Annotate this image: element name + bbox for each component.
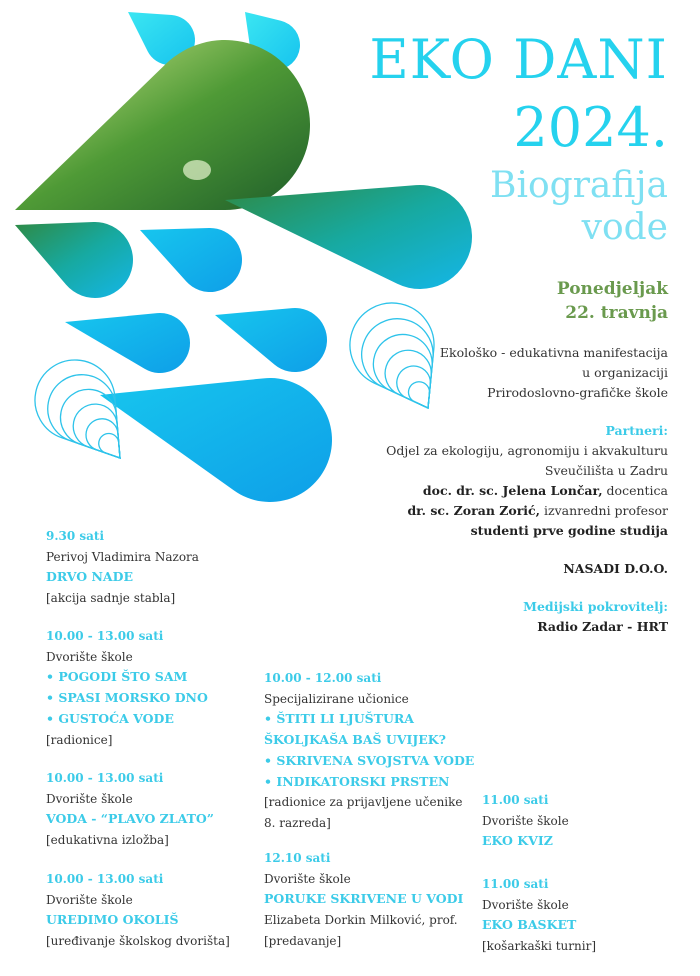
- event-item: [46, 768, 214, 851]
- event-place: Dvorište škole: [482, 897, 569, 912]
- person-name: dr. sc. Zoran Zorić,: [407, 503, 541, 518]
- event-note: [uređivanje školskog dvorišta]: [46, 934, 230, 949]
- event-note: [predavanje]: [264, 933, 342, 948]
- event-title: PORUKE SKRIVENE U VODI: [264, 891, 464, 907]
- event-item: [482, 874, 596, 957]
- event-title: VODA - “PLAVO ZLATO”: [46, 811, 214, 827]
- partner-person: [386, 501, 668, 521]
- partner-line: Sveučilišta u Zadru: [544, 463, 668, 478]
- person-name: doc. dr. sc. Jelena Lončar,: [422, 483, 603, 498]
- organizer-line: u organizaciji: [582, 365, 668, 380]
- organizer-line: Prirodoslovno-grafičke škole: [487, 385, 668, 400]
- event-title: • INDIKATORSKI PRSTEN: [264, 773, 450, 789]
- partner-company: NASADI D.O.O.: [563, 561, 668, 576]
- event-time: 10.00 - 12.00 sati: [264, 671, 382, 685]
- partners-label: Partneri:: [605, 423, 668, 438]
- water-drop-shape: [100, 378, 332, 502]
- event-item: [264, 668, 474, 834]
- event-title: • ŠTITI LI LJUŠTURA: [264, 711, 414, 727]
- person-role: docentica: [602, 483, 668, 498]
- event-speaker: Elizabeta Dorkin Milković, prof.: [264, 913, 458, 928]
- event-time: 12.10 sati: [264, 851, 331, 865]
- event-title: EKO BASKET: [482, 917, 577, 933]
- event-time: 10.00 - 13.00 sati: [46, 771, 164, 785]
- partner-line: Odjel za ekologiju, agronomiju i akvakulturu: [386, 443, 668, 458]
- poster-title: EKO DANI: [369, 28, 668, 91]
- event-time: 10.00 - 13.00 sati: [46, 872, 164, 886]
- media-label: Medijski pokrovitelj:: [523, 599, 668, 614]
- event-title: • SKRIVENA SVOJSTVA VODE: [264, 752, 475, 768]
- event-title: UREDIMO OKOLIŠ: [46, 912, 179, 928]
- partner-person: [386, 481, 668, 501]
- poster-subtitle: [490, 165, 668, 249]
- event-note: 8. razreda]: [264, 815, 331, 830]
- media-name: Radio Zadar - HRT: [537, 619, 668, 634]
- date-value: 22. travnja: [565, 303, 668, 323]
- event-place: Dvorište škole: [264, 871, 351, 886]
- info-block: [386, 343, 668, 637]
- water-drop-shape: [140, 228, 242, 292]
- event-item: [46, 526, 199, 609]
- event-item: [482, 790, 569, 852]
- person-role: izvanredni profesor: [540, 503, 668, 518]
- event-title: ŠKOLJKAŠA BAŠ UVIJEK?: [264, 732, 447, 748]
- event-note: [košarkaški turnir]: [482, 939, 597, 954]
- event-place: Dvorište škole: [46, 892, 133, 907]
- event-time: 11.00 sati: [482, 793, 549, 807]
- event-title: • GUSTOĆA VODE: [46, 710, 174, 726]
- event-note: [akcija sadnje stabla]: [46, 591, 176, 606]
- dew-drop-highlight: [183, 160, 211, 180]
- event-time: 10.00 - 13.00 sati: [46, 629, 164, 643]
- event-note: [edukativna izložba]: [46, 833, 169, 848]
- water-drop-shape: [225, 185, 472, 289]
- subtitle-line: vode: [581, 207, 668, 248]
- event-item: [46, 626, 208, 750]
- event-date: [557, 277, 668, 325]
- event-title: DRVO NADE: [46, 569, 133, 585]
- event-title: • SPASI MORSKO DNO: [46, 690, 208, 706]
- event-time: 9.30 sati: [46, 529, 105, 543]
- event-title: EKO KVIZ: [482, 833, 553, 849]
- event-note: [radionice]: [46, 732, 113, 747]
- event-time: 11.00 sati: [482, 877, 549, 891]
- outline-drop-shape: [99, 434, 120, 458]
- organizer-line: Ekološko - edukativna manifestacija: [439, 345, 668, 360]
- event-item: [264, 848, 463, 952]
- event-place: Dvorište škole: [482, 813, 569, 828]
- partner-students: studenti prve godine studija: [470, 523, 668, 538]
- subtitle-line: Biografija: [490, 165, 668, 206]
- event-place: Perivoj Vladimira Nazora: [46, 549, 199, 564]
- poster-year: 2024.: [513, 96, 668, 159]
- event-place: Specijalizirane učionice: [264, 691, 409, 706]
- event-title: • POGODI ŠTO SAM: [46, 669, 188, 685]
- water-drop-shape: [15, 222, 133, 298]
- water-drop-shape: [215, 308, 327, 372]
- event-place: Dvorište škole: [46, 649, 133, 664]
- event-note: [radionice za prijavljene učenike: [264, 795, 463, 810]
- water-drop-shape: [15, 40, 310, 210]
- date-day: Ponedjeljak: [556, 279, 668, 299]
- water-drop-shape: [65, 313, 190, 373]
- event-item: [46, 869, 230, 952]
- event-place: Dvorište škole: [46, 791, 133, 806]
